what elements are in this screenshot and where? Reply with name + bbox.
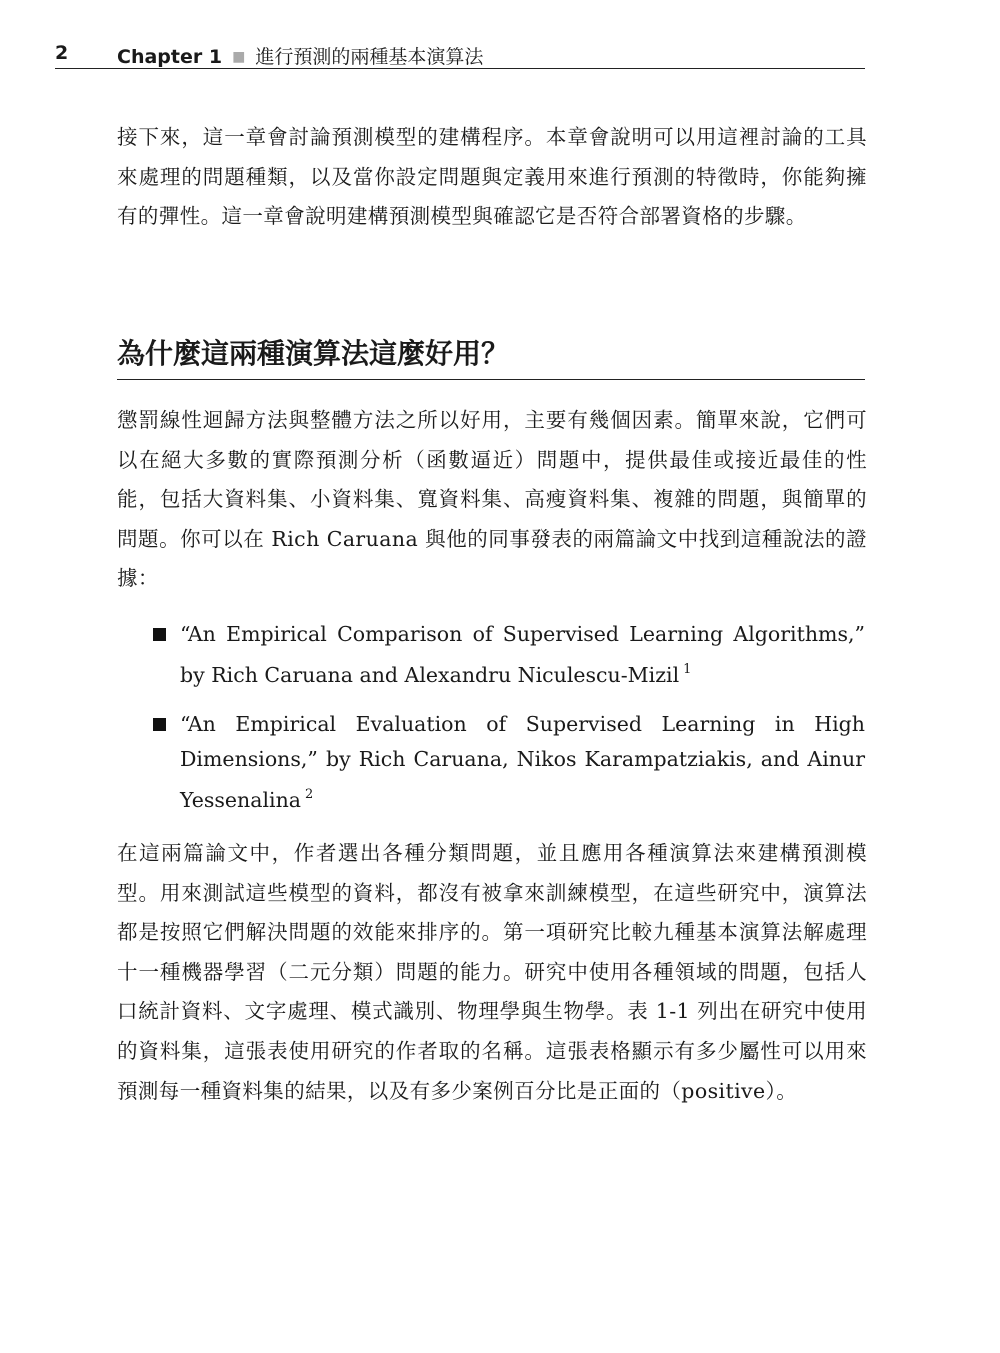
bullet-square-icon	[153, 628, 166, 641]
citation-text: “An Empirical Comparison of Supervised Learning Algorithms,” by Rich Caruana and Alexandru Niculescu-Mizil	[180, 622, 865, 687]
body-paragraph-2: 在這兩篇論文中，作者選出各種分類問題，並且應用各種演算法來建構預測模型。用來測試這些模型的資料，都沒有被拿來訓練模型，在這些研究中，演算法都是按照它們解決問題的效能來排序的。第一項研究比較九種基本演算法解處理十一種機器學習（二元分類）問題的能力。研究中使用各種領域的問題，包括人口統計資料、文字處理、模式識別、物理學與生物學。表 1-1 列出在研究中使用的資料集，這張表使用研究的作者取的名稱。這張表格顯示有多少屬性可以用來預測每一種資料集的結果，以及有多少案例百分比是正面的（positive）。	[117, 841, 867, 1103]
separator-square-icon: ■	[232, 49, 246, 65]
chapter-heading	[117, 42, 483, 69]
list-item-text	[180, 707, 865, 818]
footnote-ref[interactable]: 2	[305, 787, 314, 802]
page-number: 2	[55, 42, 69, 64]
running-header	[55, 40, 865, 69]
intro-paragraph: 接下來，這一章會討論預測模型的建構程序。本章會說明可以用這裡討論的工具來處理的問題種類，以及當你設定問題與定義用來進行預測的特徵時，你能夠擁有的彈性。這一章會說明建構預測模型與確認它是否符合部署資格的步驟。	[117, 125, 867, 229]
chapter-title: 進行預測的兩種基本演算法	[255, 46, 484, 68]
citation-text: “An Empirical Evaluation of Supervised Learning in High Dimensions,” by Rich Caruana, Nikos Karampatziakis, and Ainur Yessenalina	[180, 712, 865, 812]
footnote-ref[interactable]: 1	[683, 662, 692, 677]
list-item-text	[180, 617, 865, 693]
chapter-label: Chapter 1	[117, 46, 223, 68]
section-heading: 為什麼這兩種演算法這麼好用？	[117, 333, 865, 380]
bullet-square-icon	[153, 718, 166, 731]
body-paragraph-1: 懲罰線性迴歸方法與整體方法之所以好用，主要有幾個因素。簡單來說，它們可以在絕大多數的實際預測分析（函數逼近）問題中，提供最佳或接近最佳的性能，包括大資料集、小資料集、寬資料集、高瘦資料集、複雜的問題，與簡單的問題。你可以在 Rich Caruana 與他的同事發表的兩篇論文中找到這種說法的證據：	[117, 408, 867, 591]
